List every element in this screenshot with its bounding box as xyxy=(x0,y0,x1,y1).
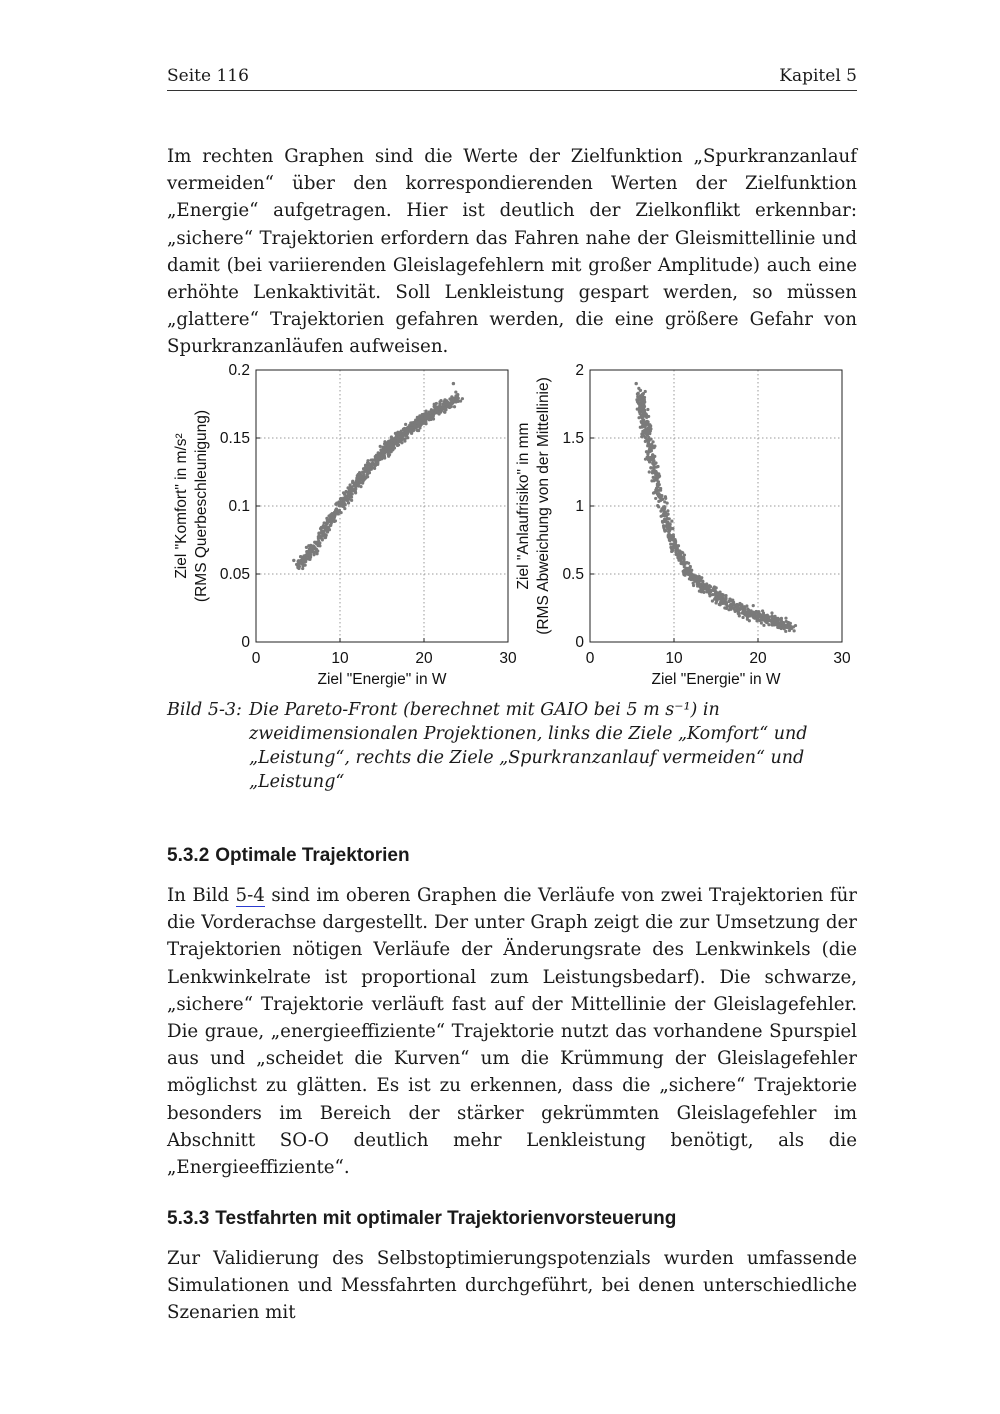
scatter-point xyxy=(640,432,643,435)
scatter-point xyxy=(777,620,780,623)
scatter-point xyxy=(671,549,674,552)
scatter-point xyxy=(687,562,690,565)
scatter-point xyxy=(644,458,647,461)
scatter-point xyxy=(461,397,464,400)
x-tick-label: 30 xyxy=(833,650,851,667)
x-tick-label: 0 xyxy=(251,650,261,667)
plot-right xyxy=(515,362,851,688)
scatter-point xyxy=(756,617,759,620)
x-tick-label: 10 xyxy=(665,650,683,667)
scatter-point xyxy=(729,606,732,609)
scatter-point xyxy=(361,482,364,485)
data-point xyxy=(643,409,646,412)
x-axis-label: Ziel "Energie" in W xyxy=(651,671,781,688)
scatter-point xyxy=(657,505,660,508)
scatter-point xyxy=(764,620,767,623)
scatter-point xyxy=(776,626,779,629)
scatter-point xyxy=(329,519,332,522)
data-point xyxy=(698,579,701,582)
scatter-point xyxy=(734,609,737,612)
scatter-point xyxy=(669,543,672,546)
scatter-point xyxy=(767,623,770,626)
data-point xyxy=(418,421,421,424)
data-point xyxy=(635,382,638,385)
scatter-point xyxy=(359,485,362,488)
scatter-point xyxy=(347,501,350,504)
scatter-point xyxy=(453,405,456,408)
scatter-point xyxy=(651,453,654,456)
data-point xyxy=(681,556,684,559)
scatter-point xyxy=(456,395,459,398)
y-axis-label-secondary: (RMS Querbeschleunigung) xyxy=(193,409,210,603)
y-axis-label-secondary: (RMS Abweichung von der Mittellinie) xyxy=(535,377,552,635)
scatter-point xyxy=(397,433,400,436)
text-segment: In Bild xyxy=(167,885,236,906)
axes-frame xyxy=(256,370,508,642)
scatter-point xyxy=(644,390,647,393)
scatter-point xyxy=(682,570,685,573)
x-axis-label: Ziel "Energie" in W xyxy=(317,671,447,688)
x-tick-label: 30 xyxy=(499,650,517,667)
scatter-point xyxy=(643,396,646,399)
scatter-point xyxy=(644,421,647,424)
scatter-point xyxy=(741,611,744,614)
data-point xyxy=(309,545,312,548)
scatter-point xyxy=(643,428,646,431)
data-point xyxy=(647,430,650,433)
paragraph-intro: Im rechten Graphen sind die Werte der Zielfunktion „Spurkranzanlauf vermeiden“ über den korrespondierenden Werten der Zielfunktion „Energie“ aufgetragen. Hier ist deutlich der Zielkonflikt erkennbar: „sichere“ Trajektorien erfordern das Fahren nahe der Gleismittellinie und damit (bei variierenden Gleislagefehlern mit großer Amplitude) auch eine erhöhte Lenkaktivität. Soll Lenkleistung gespart werden, so müssen „glattere“ Trajektorien gefahren werden, die eine größere Gefahr von Spurkranzanläufen aufweisen. xyxy=(167,146,857,358)
scatter-point xyxy=(668,538,671,541)
y-tick-label: 0 xyxy=(241,634,250,651)
data-point xyxy=(782,623,785,626)
scatter-point xyxy=(789,622,792,625)
section-heading-5-3-2 xyxy=(167,845,416,867)
data-point xyxy=(660,498,663,501)
scatter-point xyxy=(636,392,639,395)
scatter-point xyxy=(698,590,701,593)
scatter-point xyxy=(702,591,705,594)
scatter-point xyxy=(668,517,671,520)
data-point xyxy=(731,602,734,605)
data-point xyxy=(452,382,455,385)
scatter-point xyxy=(660,515,663,518)
scatter-point xyxy=(310,550,313,553)
scatter-point xyxy=(785,620,788,623)
scatter-point xyxy=(380,455,383,458)
scatter-point xyxy=(712,587,715,590)
scatter-point xyxy=(741,616,744,619)
data-point xyxy=(748,610,751,613)
data-point xyxy=(393,442,396,445)
scatter-point xyxy=(670,546,673,549)
scatter-point xyxy=(444,408,447,411)
data-point xyxy=(385,450,388,453)
scatter-point xyxy=(441,402,444,405)
scatter-point xyxy=(650,443,653,446)
data-point xyxy=(706,586,709,589)
paragraph-section-2: Zur Validierung des Selbstoptimierungspotenzials wurden umfassende Simulationen und Messfahrten durchgeführt, bei denen unterschiedliche Szenarien mit xyxy=(167,1248,857,1324)
scatter-point xyxy=(339,504,342,507)
scatter-point xyxy=(391,448,394,451)
figure-link[interactable]: 5-4 xyxy=(235,885,265,906)
scatter-point xyxy=(681,551,684,554)
data-point xyxy=(773,619,776,622)
scatter-point xyxy=(379,445,382,448)
scatter-point xyxy=(647,440,650,443)
scatter-point xyxy=(649,466,652,469)
scatter-point xyxy=(309,553,312,556)
scatter-point xyxy=(401,437,404,440)
data-point xyxy=(664,511,667,514)
scatter-point xyxy=(677,557,680,560)
scatter-point xyxy=(661,520,664,523)
x-tick-label: 20 xyxy=(415,650,433,667)
data-point xyxy=(368,468,371,471)
data-point xyxy=(435,409,438,412)
scatter-point xyxy=(692,581,695,584)
x-tick-label: 10 xyxy=(331,650,349,667)
section-number: 5.3.3 xyxy=(167,1208,210,1229)
chapter-label: Kapitel 5 xyxy=(779,66,857,86)
scatter-point xyxy=(383,456,386,459)
scatter-point xyxy=(659,510,662,513)
y-tick-label: 1.5 xyxy=(562,430,584,447)
scatter-point xyxy=(366,475,369,478)
x-tick-label: 20 xyxy=(749,650,767,667)
scatter-point xyxy=(388,449,391,452)
plot-left xyxy=(173,362,517,688)
scatter-point xyxy=(440,405,443,408)
scatter-point xyxy=(701,580,704,583)
scatter-point xyxy=(383,442,386,445)
page-number: Seite 116 xyxy=(167,66,249,86)
data-point xyxy=(756,613,759,616)
scatter-point xyxy=(772,622,775,625)
scatter-point xyxy=(663,500,666,503)
scatter-point xyxy=(408,424,411,427)
scatter-point xyxy=(674,551,677,554)
scatter-point xyxy=(729,599,732,602)
scatter-point xyxy=(333,520,336,523)
scatter-point xyxy=(396,443,399,446)
scatter-point xyxy=(439,399,442,402)
scatter-point xyxy=(665,522,668,525)
scatter-point xyxy=(424,416,427,419)
scatter-point xyxy=(646,408,649,411)
scatter-point xyxy=(743,606,746,609)
y-axis-label: Ziel "Komfort" in m/s² xyxy=(173,433,190,579)
scatter-point xyxy=(377,454,380,457)
data-point xyxy=(334,508,337,511)
data-point xyxy=(301,556,304,559)
scatter-point xyxy=(349,494,352,497)
page-header xyxy=(167,66,857,91)
scatter-point xyxy=(652,479,655,482)
scatter-point xyxy=(357,473,360,476)
scatter-point xyxy=(314,541,317,544)
scatter-point xyxy=(331,516,334,519)
scatter-point xyxy=(714,601,717,604)
scatter-point xyxy=(321,538,324,541)
y-tick-label: 0.2 xyxy=(228,362,250,379)
y-tick-label: 0 xyxy=(575,634,584,651)
scatter-point xyxy=(670,520,673,523)
scatter-point xyxy=(746,618,749,621)
y-tick-label: 0.05 xyxy=(219,566,250,583)
scatter-point xyxy=(662,507,665,510)
scatter-point xyxy=(390,435,393,438)
scatter-point xyxy=(388,443,391,446)
scatter-point xyxy=(640,435,643,438)
scatter-point xyxy=(714,597,717,600)
scatter-point xyxy=(657,495,660,498)
scatter-point xyxy=(450,395,453,398)
scatter-point xyxy=(664,496,667,499)
y-tick-label: 2 xyxy=(575,362,584,379)
scatter-point xyxy=(793,629,796,632)
scatter-point xyxy=(330,513,333,516)
scatter-point xyxy=(439,410,442,413)
data-point xyxy=(401,434,404,437)
scatter-point xyxy=(761,617,764,620)
scatter-point xyxy=(319,535,322,538)
scatter-point xyxy=(649,438,652,441)
scatter-point xyxy=(638,398,641,401)
data-point xyxy=(668,525,671,528)
scatter-point xyxy=(321,532,324,535)
scatter-point xyxy=(709,589,712,592)
data-point xyxy=(326,521,329,524)
data-point xyxy=(443,398,446,401)
scatter-point xyxy=(646,455,649,458)
scatter-point xyxy=(700,587,703,590)
scatter-point xyxy=(648,470,651,473)
scatter-point xyxy=(675,548,678,551)
data-point xyxy=(351,488,354,491)
scatter-point xyxy=(688,577,691,580)
scatter-point xyxy=(455,399,458,402)
scatter-point xyxy=(757,610,760,613)
scatter-point xyxy=(655,465,658,468)
section-number: 5.3.2 xyxy=(167,845,210,866)
scatter-point xyxy=(355,479,358,482)
scatter-point xyxy=(648,460,651,463)
scatter-point xyxy=(342,491,345,494)
data-point xyxy=(656,477,659,480)
scatter-point xyxy=(301,564,304,567)
data-point xyxy=(427,415,430,418)
paragraph-section-1 xyxy=(167,882,857,1181)
scatter-point xyxy=(698,584,701,587)
x-tick-label: 0 xyxy=(585,650,595,667)
scatter-point xyxy=(347,491,350,494)
data-point xyxy=(723,598,726,601)
scatter-point xyxy=(404,428,407,431)
scatter-point xyxy=(404,423,407,426)
scatter-point xyxy=(660,494,663,497)
y-tick-label: 0.15 xyxy=(219,430,250,447)
scatter-point xyxy=(794,624,797,627)
pareto-figure xyxy=(160,355,860,695)
scatter-point xyxy=(652,470,655,473)
scatter-point xyxy=(718,593,721,596)
data-point xyxy=(359,477,362,480)
y-tick-label: 0.5 xyxy=(562,566,584,583)
scatter-point xyxy=(664,529,667,532)
scatter-point xyxy=(640,414,643,417)
scatter-point xyxy=(654,497,657,500)
scatter-point xyxy=(692,575,695,578)
y-tick-label: 0.1 xyxy=(228,498,250,515)
scatter-point xyxy=(323,536,326,539)
scatter-point xyxy=(737,605,740,608)
scatter-point xyxy=(752,612,755,615)
scatter-point xyxy=(657,480,660,483)
scatter-point xyxy=(372,463,375,466)
scatter-point xyxy=(745,612,748,615)
scatter-point xyxy=(711,593,714,596)
scatter-point xyxy=(703,584,706,587)
scatter-point xyxy=(653,491,656,494)
data-point xyxy=(740,606,743,609)
scatter-point xyxy=(639,403,642,406)
scatter-point xyxy=(360,474,363,477)
scatter-point xyxy=(682,560,685,563)
scatter-point xyxy=(737,612,740,615)
scatter-point xyxy=(370,458,373,461)
section-heading-5-3-3 xyxy=(167,1208,682,1230)
scatter-point xyxy=(657,489,660,492)
data-point xyxy=(672,538,675,541)
scatter-point xyxy=(726,604,729,607)
scatter-point xyxy=(649,448,652,451)
scatter-point xyxy=(368,465,371,468)
scatter-point xyxy=(413,424,416,427)
scatter-point xyxy=(313,550,316,553)
scatter-point xyxy=(667,530,670,533)
scatter-point xyxy=(307,557,310,560)
scatter-point xyxy=(674,543,677,546)
scatter-point xyxy=(295,563,298,566)
data-point xyxy=(376,459,379,462)
data-point xyxy=(343,499,346,502)
scatter-point xyxy=(415,428,418,431)
scatter-point xyxy=(381,446,384,449)
scatter-point xyxy=(381,450,384,453)
scatter-point xyxy=(683,565,686,568)
y-tick-label: 1 xyxy=(575,498,584,515)
scatter-point xyxy=(770,611,773,614)
data-point xyxy=(765,616,768,619)
scatter-point xyxy=(644,432,647,435)
scatter-point xyxy=(645,413,648,416)
scatter-point xyxy=(784,617,787,620)
y-axis-label: Ziel "Anlaufrisiko" in mm xyxy=(515,422,532,590)
scatter-point xyxy=(419,417,422,420)
data-point xyxy=(317,532,320,535)
data-point xyxy=(790,627,793,630)
scatter-point xyxy=(387,453,390,456)
scatter-point xyxy=(762,624,765,627)
scatter-point xyxy=(711,599,714,602)
scatter-point xyxy=(760,621,763,624)
scatter-point xyxy=(421,421,424,424)
scatter-point xyxy=(644,436,647,439)
data-point xyxy=(651,457,654,460)
data-point xyxy=(639,389,642,392)
scatter-point xyxy=(637,407,640,410)
scatter-point xyxy=(321,526,324,529)
scatter-point xyxy=(395,436,398,439)
scatter-point xyxy=(297,560,300,563)
scatter-point xyxy=(327,527,330,530)
caption-label: Bild 5-3: xyxy=(167,700,242,720)
section-title: Optimale Trajektorien xyxy=(215,845,410,866)
data-point xyxy=(689,570,692,573)
scatter-point xyxy=(648,423,651,426)
scatter-point xyxy=(761,609,764,612)
scatter-point xyxy=(752,604,755,607)
scatter-point xyxy=(410,432,413,435)
scatter-point xyxy=(653,445,656,448)
section-title: Testfahrten mit optimaler Trajektorienvorsteuerung xyxy=(215,1208,677,1229)
scatter-point xyxy=(449,401,452,404)
data-point xyxy=(714,593,717,596)
data-point xyxy=(410,427,413,430)
scatter-point xyxy=(317,540,320,543)
text-segment: sind im oberen Graphen die Verläufe von zwei Trajektorien für die Vorderachse dargestellt. Der unter Graph zeigt die zur Umsetzung der Trajektorien nötigen Verläufe der Änderungsrate des Lenkwinkels (die Lenkwinkelrate ist proportional zum Leistungsbedarf). Die schwarze, „sichere“ Trajektorie verläuft fast auf der Mittellinie der Gleislagefehler. Die graue, „energieeffiziente“ Trajektorie nutzt das vorhandene Spurspiel aus und „scheidet die Kurven“ um die Krümmung der Gleislagefehler möglichst zu glätten. Es ist zu erkennen, dass die „sichere“ Trajektorie besonders im Bereich der stärker gekrümmten Gleislagefehler im Abschnitt SO-O deutlich mehr Lenkleistung benötigt, als die „Energieeffiziente“. xyxy=(167,885,857,1179)
scatter-point xyxy=(718,596,721,599)
scatter-point xyxy=(339,497,342,500)
scatter-point xyxy=(430,410,433,413)
scatter-point xyxy=(421,413,424,416)
scatter-point xyxy=(312,544,315,547)
caption-text: Die Pareto-Front (berechnet mit GAIO bei 5 m s⁻¹) in zweidimensionalen Projektionen, links die Ziele „Komfort“ und „Leistung“, rechts die Ziele „Spurkranzanlauf vermeiden“ und „Leistung“ xyxy=(249,700,808,792)
data-point xyxy=(292,559,295,562)
scatter-point xyxy=(430,414,433,417)
